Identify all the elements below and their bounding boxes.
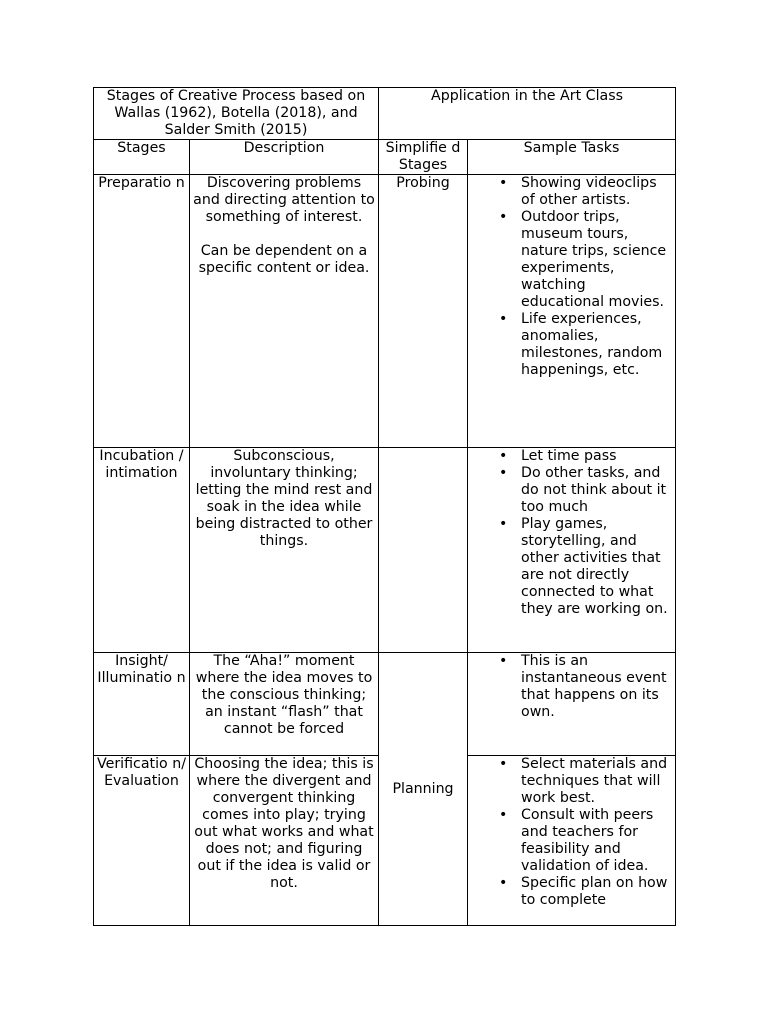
simplified-stage-cell: Probing	[379, 175, 468, 448]
bullet-icon: •	[499, 807, 508, 823]
description-text: Choosing the idea; this is where the divergent and convergent thinking comes into play; trying out what works and what does not; and figuring out if the idea is valid or not.	[194, 756, 374, 891]
stages-title: Stages of Creative Process based on Wallas (1962), Botella (2018), and Salder Smith (2015)	[106, 88, 366, 138]
sample-tasks-cell	[468, 175, 676, 448]
stage-cell: Verificatio n/ Evaluation	[94, 756, 190, 926]
bullet-icon: •	[499, 311, 508, 327]
bullet-icon: •	[499, 516, 508, 532]
description-cell	[190, 756, 379, 926]
list-item	[472, 875, 673, 909]
task-text: Outdoor trips, museum tours, nature trips, science experiments, watching educational movies.	[521, 209, 667, 310]
description-text: Subconscious, involuntary thinking; letting the mind rest and soak in the idea while being distracted to other things.	[195, 448, 373, 549]
task-text: Life experiences, anomalies, milestones, random happenings, etc.	[521, 311, 663, 378]
description-text: Can be dependent on a specific content or idea.	[198, 243, 370, 276]
task-text: Specific plan on how to complete	[521, 875, 668, 908]
table-row	[94, 175, 676, 448]
simplified-stage-cell: Planning	[379, 653, 468, 926]
description-cell	[190, 653, 379, 756]
list-item	[472, 465, 673, 516]
description-text: Discovering problems and directing attention to something of interest.	[193, 175, 375, 225]
task-text: Let time pass	[521, 448, 617, 464]
sample-tasks-cell	[468, 756, 676, 926]
sample-tasks-cell	[468, 448, 676, 653]
task-text: Do other tasks, and do not think about it too much	[521, 465, 667, 515]
bullet-icon: •	[499, 465, 508, 481]
stage-cell: Incubation / intimation	[94, 448, 190, 653]
application-title-cell	[379, 88, 676, 140]
list-item	[472, 448, 673, 465]
list-item	[472, 807, 673, 875]
list-item	[472, 516, 673, 618]
table-row	[94, 653, 676, 756]
task-text: Showing videoclips of other artists.	[521, 175, 657, 208]
column-header-simplified: Simplifie d Stages	[379, 140, 468, 175]
description-cell	[190, 175, 379, 448]
task-text: Select materials and techniques that will work best.	[521, 756, 668, 806]
bullet-icon: •	[499, 448, 508, 464]
task-list	[472, 756, 673, 909]
creative-process-table	[93, 87, 676, 926]
stage-cell: Insight/ Illuminatio n	[94, 653, 190, 756]
bullet-icon: •	[499, 653, 508, 669]
bullet-icon: •	[499, 175, 508, 191]
bullet-icon: •	[499, 875, 508, 891]
task-list	[472, 448, 673, 618]
list-item	[472, 756, 673, 807]
column-header-tasks: Sample Tasks	[468, 140, 676, 175]
stage-cell: Preparatio n	[94, 175, 190, 448]
task-text: This is an instantaneous event that happens on its own.	[521, 653, 667, 720]
stages-title-cell	[94, 88, 379, 140]
description-cell	[190, 448, 379, 653]
sample-tasks-cell	[468, 653, 676, 756]
column-header-description: Description	[190, 140, 379, 175]
simplified-stage-cell	[379, 448, 468, 653]
bullet-icon: •	[499, 209, 508, 225]
description-text: The “Aha!” moment where the idea moves to the conscious thinking; an instant “flash” that cannot be forced	[195, 653, 373, 737]
task-text: Consult with peers and teachers for feasibility and validation of idea.	[521, 807, 654, 874]
table-row	[94, 448, 676, 653]
table-header-row	[94, 88, 676, 140]
application-title: Application in the Art Class	[431, 88, 623, 104]
task-text: Play games, storytelling, and other activities that are not directly connected to what they are working on.	[521, 516, 668, 617]
task-list	[472, 653, 673, 721]
list-item	[472, 653, 673, 721]
list-item	[472, 175, 673, 209]
task-list	[472, 175, 673, 379]
list-item	[472, 311, 673, 379]
list-item	[472, 209, 673, 311]
column-header-stages: Stages	[94, 140, 190, 175]
column-header-row	[94, 140, 676, 175]
bullet-icon: •	[499, 756, 508, 772]
